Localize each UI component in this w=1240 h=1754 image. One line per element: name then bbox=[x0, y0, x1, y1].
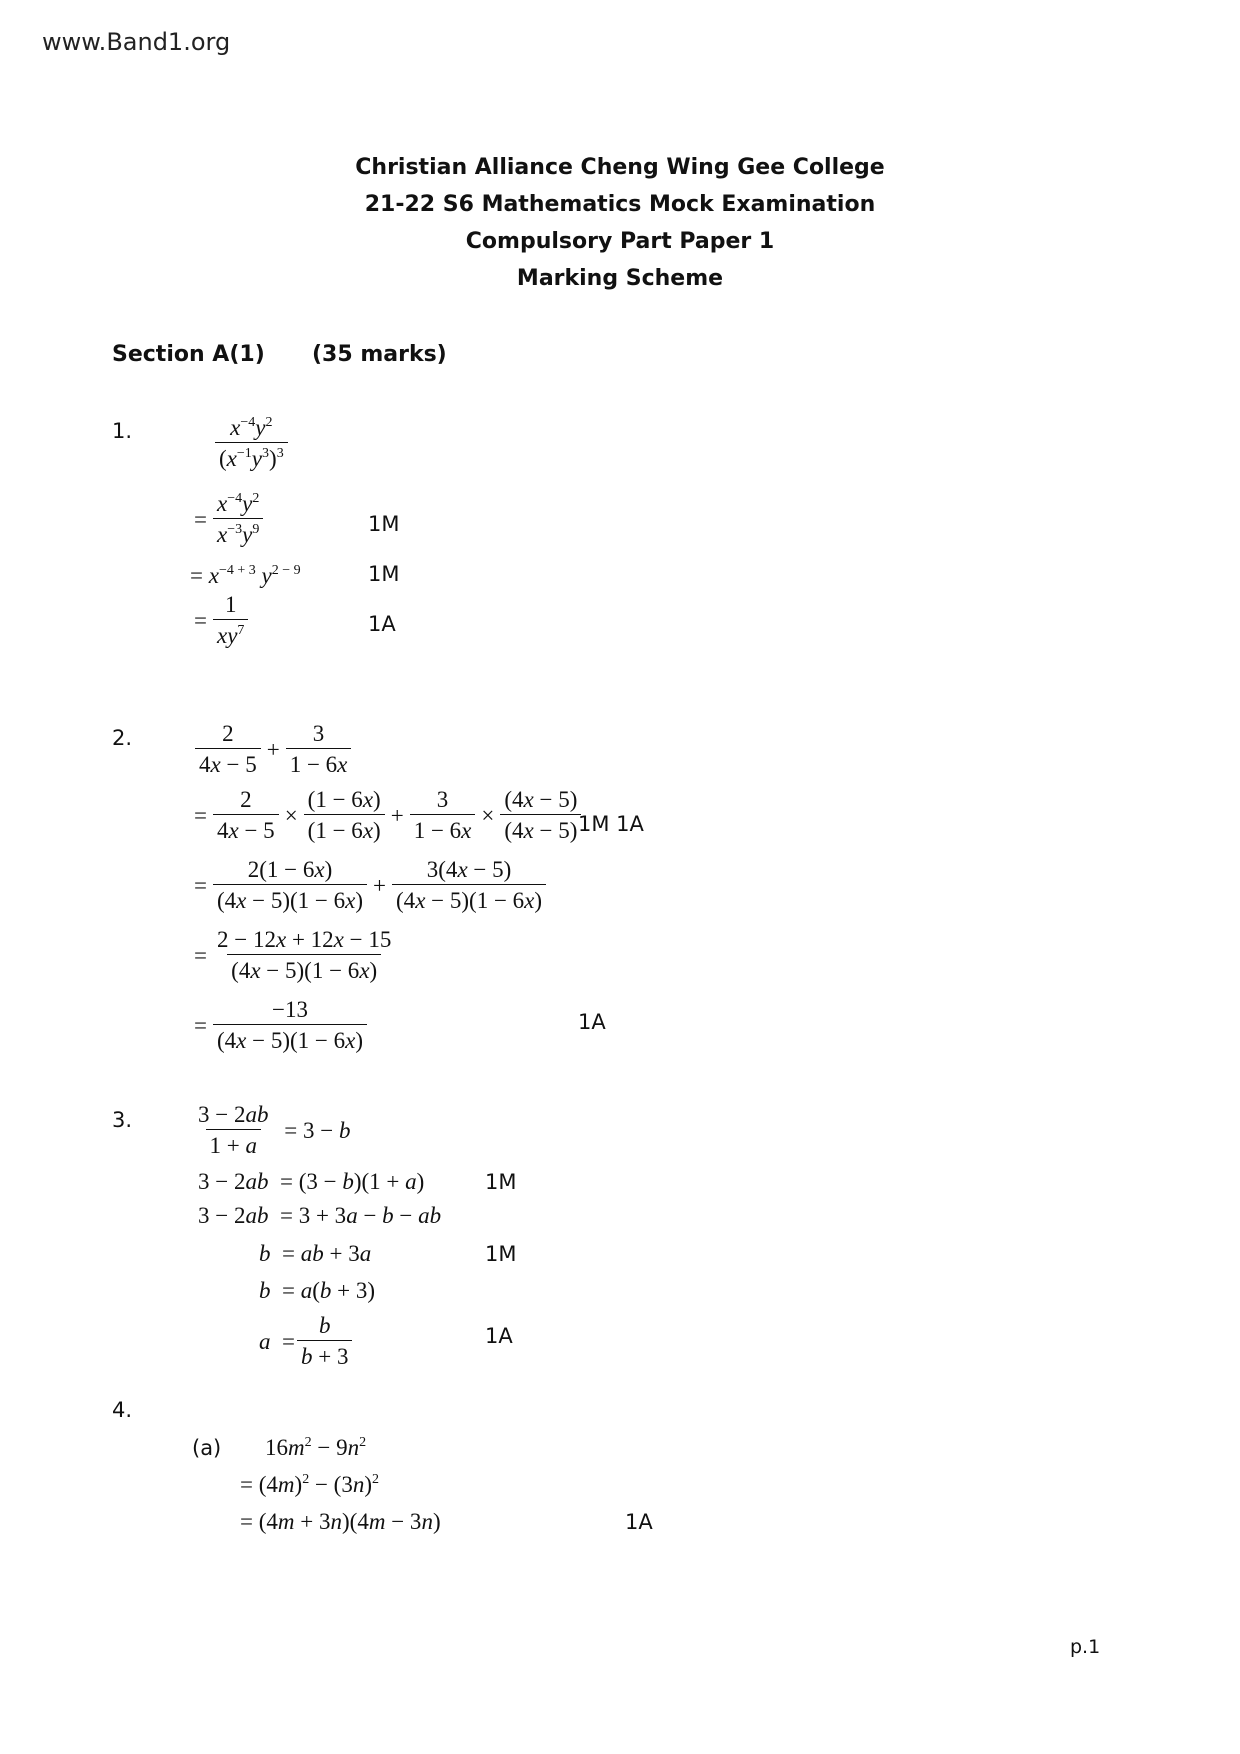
page-number: p.1 bbox=[1070, 1636, 1101, 1658]
site-watermark: www.Band1.org bbox=[42, 28, 231, 56]
q2-step-2: = $\frac{2}{4x - 5}$ × $\frac{(1 - 6x)}{(1 - 6x)}$ + $\frac{3}{1 - 6x}$ × $\frac{(4x - 5)}{(4x - 5)}$ bbox=[190, 788, 583, 842]
section-marks: (35 marks) bbox=[312, 342, 447, 367]
q1-step-4: = $\frac{1}{xy^7}$ bbox=[190, 593, 250, 647]
school-name: Christian Alliance Cheng Wing Gee College bbox=[355, 155, 885, 180]
q2-step-5: = $\frac{-13}{(4x - 5)(1 - 6x)}$ bbox=[190, 998, 369, 1052]
question-1-number: 1. bbox=[112, 419, 133, 443]
q2-step-3: = $\frac{2(1 - 6x)}{(4x - 5)(1 - 6x)}$ + $\frac{3(4x - 5)}{(4x - 5)(1 - 6x)}$ bbox=[190, 858, 548, 912]
q2-mark-1: 1M 1A bbox=[578, 812, 644, 836]
question-2-number: 2. bbox=[112, 726, 133, 750]
q1-step-3: = $x^{-4 + 3}$ $y^{2 - 9}$ bbox=[190, 563, 301, 588]
q1-step-2: = $\frac{x^{-4}y^2}{x^{-3}y^9}$ bbox=[190, 492, 265, 546]
paper-name: Compulsory Part Paper 1 bbox=[465, 229, 775, 254]
document-type: Marking Scheme bbox=[516, 266, 724, 291]
q4-step-1: $16m^2 - 9n^2$ bbox=[265, 1435, 367, 1460]
q2-step-1: $\frac{2}{4x - 5}$ + $\frac{3}{1 - 6x}$ bbox=[193, 722, 353, 776]
q4-part-a-label: (a) bbox=[192, 1436, 222, 1460]
q3-step-5: b = a(b + 3) bbox=[259, 1278, 376, 1303]
q3-step-1: $\frac{3 - 2ab}{1 + a}$ = 3 − b bbox=[198, 1102, 351, 1158]
q1-mark-2: 1M bbox=[368, 562, 400, 586]
q4-mark-1: 1A bbox=[625, 1510, 653, 1534]
question-4-number: 4. bbox=[112, 1398, 133, 1422]
q1-mark-3: 1A bbox=[368, 612, 396, 636]
exam-name: 21-22 S6 Mathematics Mock Examination bbox=[364, 192, 876, 217]
q3-step-6: a = $\frac{b}{b + 3}$ bbox=[259, 1314, 354, 1368]
section-title: Section A(1) bbox=[112, 342, 265, 367]
q1-step-1: $\frac{x^{-4}y^2}{(x^{-1}y^3)^3}$ bbox=[213, 416, 290, 470]
q3-mark-1: 1M bbox=[485, 1170, 517, 1194]
q3-step-3: 3 − 2ab = 3 + 3a − b − ab bbox=[198, 1203, 442, 1228]
q2-step-4: = $\frac{2 - 12x + 12x - 15}{(4x - 5)(1 - 6x)}$ bbox=[194, 927, 392, 983]
q1-mark-1: 1M bbox=[368, 512, 400, 536]
q3-step-2: 3 − 2ab = (3 − b)(1 + a) bbox=[198, 1169, 425, 1194]
q3-step-4: b = ab + 3a bbox=[259, 1241, 372, 1266]
q3-mark-2: 1M bbox=[485, 1242, 517, 1266]
q4-step-3: = (4m + 3n)(4m − 3n) bbox=[240, 1509, 441, 1534]
q3-mark-3: 1A bbox=[485, 1324, 513, 1348]
q4-step-2: = $(4m)^2 - (3n)^2$ bbox=[240, 1472, 379, 1497]
question-3-number: 3. bbox=[112, 1108, 133, 1132]
q2-mark-2: 1A bbox=[578, 1010, 606, 1034]
